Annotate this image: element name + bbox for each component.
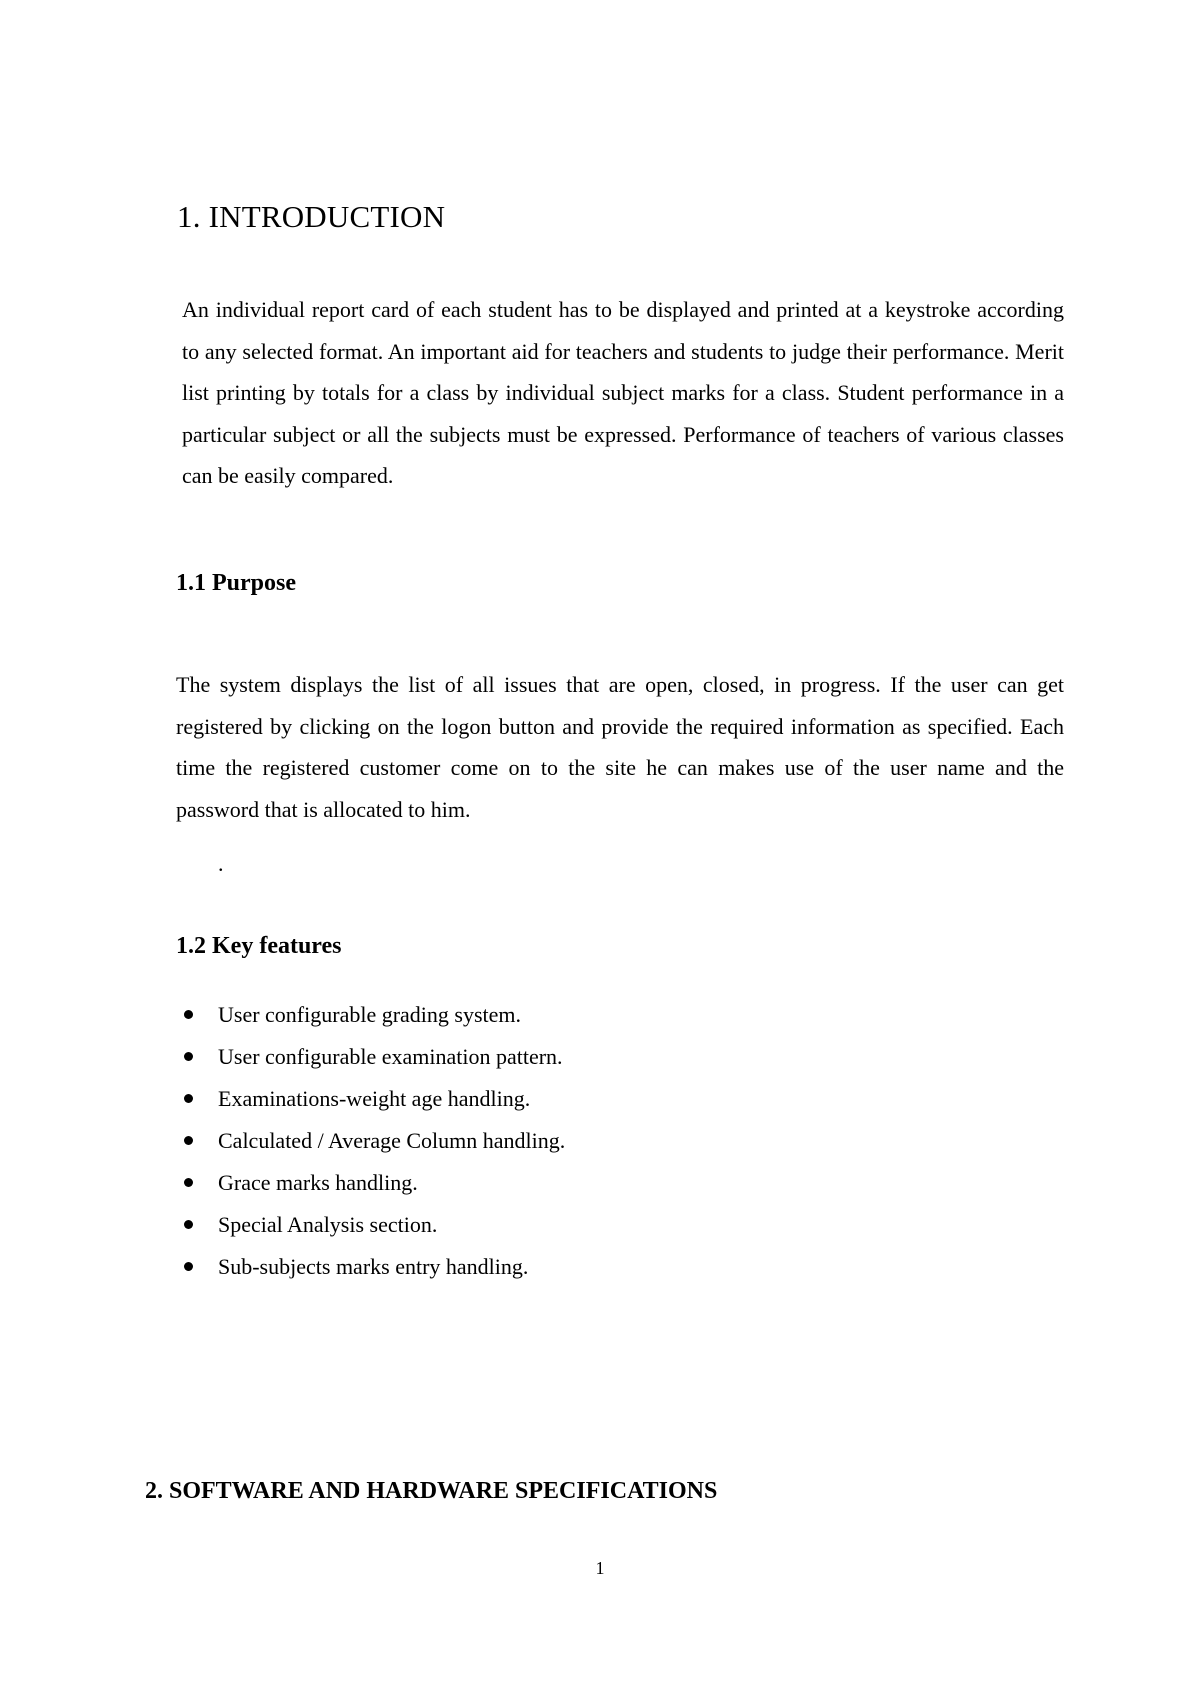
list-item <box>176 1204 565 1246</box>
bullet-icon <box>184 1094 193 1103</box>
subsection-heading-purpose: 1.1 Purpose <box>176 570 296 596</box>
bullet-icon <box>184 1178 193 1187</box>
section-heading-introduction: 1. INTRODUCTION <box>177 199 446 234</box>
list-item <box>176 994 565 1036</box>
subsection-heading-key-features: 1.2 Key features <box>176 933 342 959</box>
list-item <box>176 1036 565 1078</box>
list-item-text: Examinations-weight age handling. <box>218 1086 531 1111</box>
list-item <box>176 1246 565 1288</box>
section-heading-software-hardware: 2. SOFTWARE AND HARDWARE SPECIFICATIONS <box>145 1478 718 1504</box>
bullet-icon <box>184 1262 193 1271</box>
purpose-paragraph: The system displays the list of all issues that are open, closed, in progress. If the user can get registered by clicking on the logon button and provide the required information as specified. Each time the registered customer come on to the site he can makes use of the user name and the password that is allocated to him. <box>176 672 1064 822</box>
list-item-text: Sub-subjects marks entry handling. <box>218 1254 529 1279</box>
introduction-paragraph: An individual report card of each student has to be displayed and printed at a keystroke according to any selected format. An important aid for teachers and students to judge their performance. Merit list printing by totals for a class by individual subject marks for a class. Student performance in a particular subject or all the subjects must be expressed. Performance of teachers of various classes can be easily compared. <box>182 297 1064 488</box>
bullet-icon <box>184 1052 193 1061</box>
list-item <box>176 1078 565 1120</box>
list-item-text: Special Analysis section. <box>218 1212 438 1237</box>
list-item-text: Grace marks handling. <box>218 1170 418 1195</box>
page-number: 1 <box>595 1558 605 1578</box>
list-item-text: User configurable examination pattern. <box>218 1044 563 1069</box>
list-item-text: Calculated / Average Column handling. <box>218 1128 566 1153</box>
key-features-list <box>176 994 565 1288</box>
list-item <box>176 1120 565 1162</box>
list-item-text: User configurable grading system. <box>218 1002 522 1027</box>
bullet-icon <box>184 1136 193 1145</box>
stray-period-mark: . <box>218 851 224 876</box>
bullet-icon <box>184 1010 193 1019</box>
list-item <box>176 1162 565 1204</box>
bullet-icon <box>184 1220 193 1229</box>
